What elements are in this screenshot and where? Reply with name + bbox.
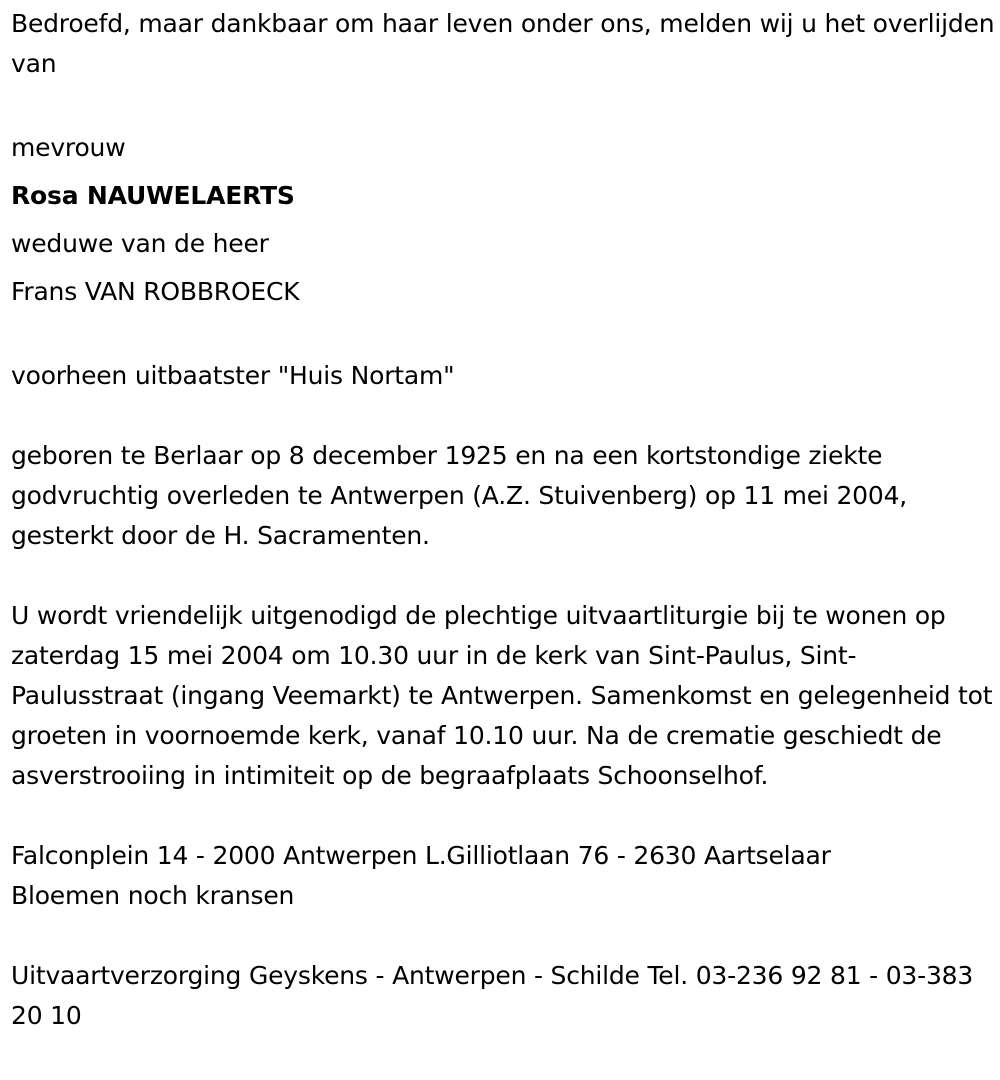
obituary-notice	[11, 4, 996, 1036]
intro-text: Bedroefd, maar dankbaar om haar leven onder ons, melden wij u het overlijden van	[11, 9, 995, 78]
spacer	[11, 916, 996, 956]
spacer	[11, 796, 996, 836]
spacer	[11, 556, 996, 596]
flowers-text: Bloemen noch kransen	[11, 881, 295, 910]
spacer	[11, 396, 996, 436]
deceased-name: Rosa NAUWELAERTS	[11, 181, 295, 210]
occupation-text: voorheen uitbaatster "Huis Nortam"	[11, 361, 455, 390]
undertaker-text: Uitvaartverzorging Geyskens - Antwerpen - Schilde Tel. 03-236 92 81 - 03-383 20 10	[11, 961, 974, 1030]
birth-death-text: geboren te Berlaar op 8 december 1925 en na een kortstondige ziekte godvruchtig overleden te Antwerpen (A.Z. Stuivenberg) op 11 mei 2004, gesterkt door de H. Sacramenten.	[11, 441, 908, 550]
funeral-text: U wordt vriendelijk uitgenodigd de plechtige uitvaartliturgie bij te wonen op zaterdag 15 mei 2004 om 10.30 uur in de kerk van Sint-Paulus, Sint-Paulusstraat (ingang Veemarkt) te Antwerpen. Samenkomst en gelegenheid tot groeten in voornoemde kerk, vanaf 10.10 uur. Na de crematie geschiedt de asverstrooiing in intimiteit op de begraafplaats Schoonselhof.	[11, 601, 993, 790]
spouse-name: Frans VAN ROBBROECK	[11, 277, 300, 306]
spacer	[11, 84, 996, 124]
spacer	[11, 316, 996, 356]
addresses-text: Falconplein 14 - 2000 Antwerpen L.Gilliotlaan 76 - 2630 Aartselaar	[11, 841, 831, 870]
widow-line: weduwe van de heer	[11, 229, 269, 258]
salutation: mevrouw	[11, 133, 126, 162]
